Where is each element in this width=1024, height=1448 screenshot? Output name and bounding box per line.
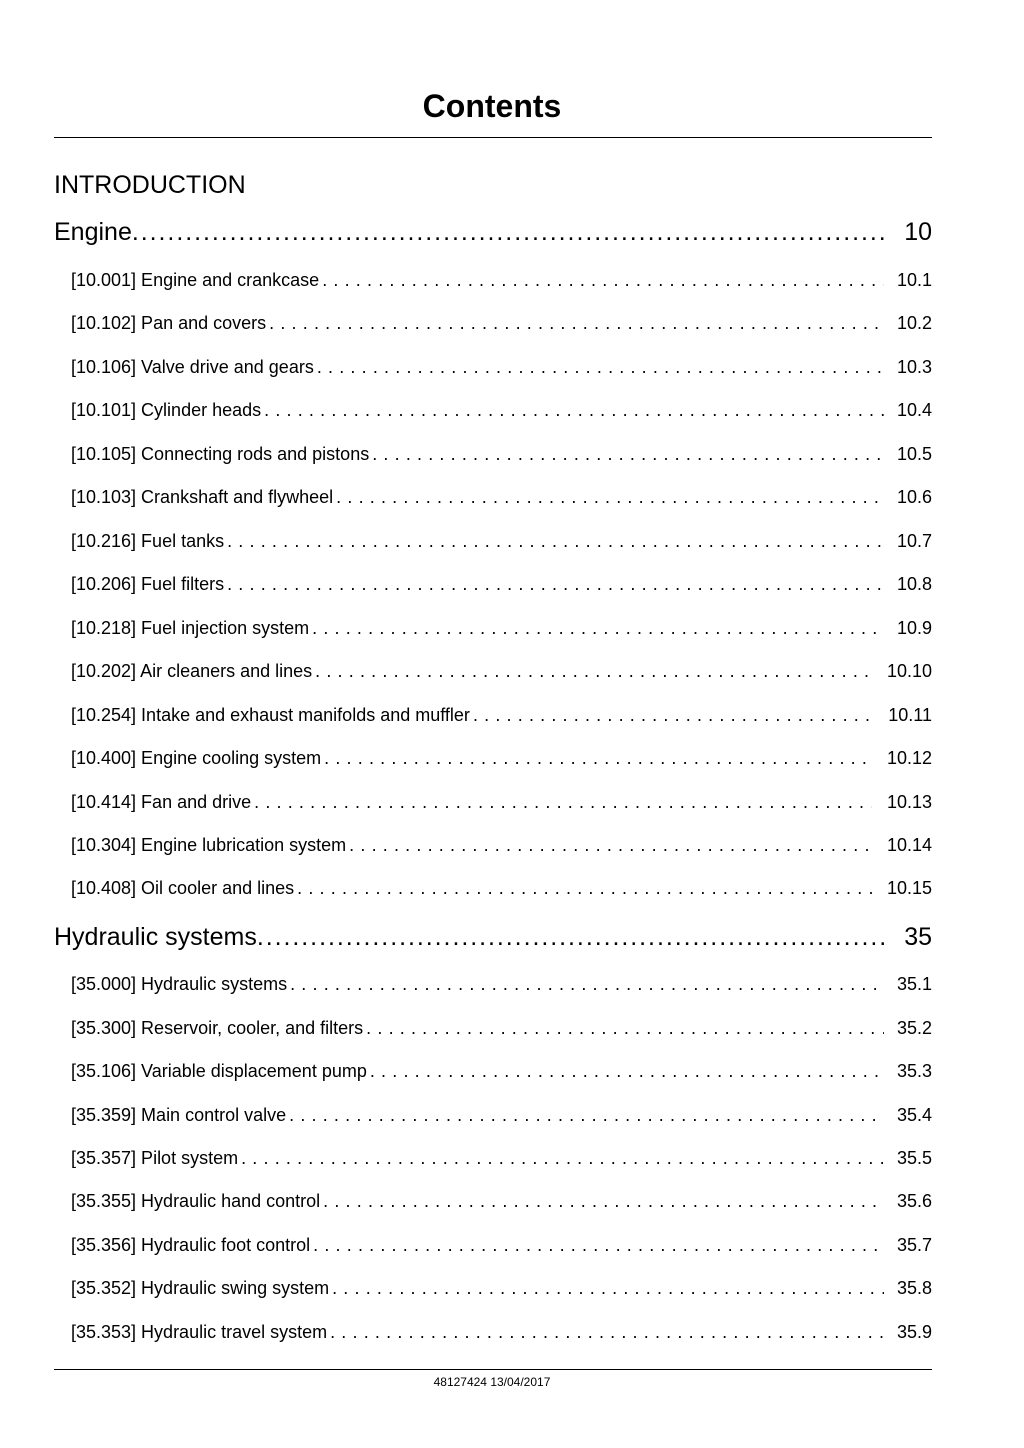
dot-leader xyxy=(132,215,886,249)
dot-leader xyxy=(366,1016,884,1040)
toc-entry[interactable] xyxy=(71,659,932,683)
toc-entry[interactable] xyxy=(71,1059,932,1083)
toc-entry-label: [10.304] Engine lubrication system xyxy=(71,835,347,855)
toc-entry[interactable] xyxy=(71,1146,932,1170)
toc-entry-label: [35.355] Hydraulic hand control xyxy=(71,1191,321,1211)
dot-leader xyxy=(227,529,884,553)
dot-leader xyxy=(312,616,884,640)
toc-entry-label: [10.101] Cylinder heads xyxy=(71,400,262,420)
toc-entry[interactable] xyxy=(71,572,932,596)
dot-leader xyxy=(324,746,872,770)
toc-section-hydraulic-systems[interactable] xyxy=(54,920,932,954)
toc-entry[interactable] xyxy=(71,1189,932,1213)
toc-entry[interactable] xyxy=(71,972,932,996)
toc-entry[interactable] xyxy=(71,876,932,900)
footer-divider xyxy=(54,1369,932,1370)
toc-page-number: 10.3 xyxy=(896,357,932,377)
toc-section-engine[interactable] xyxy=(54,215,932,249)
toc-entry[interactable] xyxy=(71,529,932,553)
toc-entry-label: [10.105] Connecting rods and pistons xyxy=(71,444,370,464)
page-footer: 48127424 13/04/2017 xyxy=(433,1375,551,1389)
toc-entry-label: [10.408] Oil cooler and lines xyxy=(71,878,295,898)
toc-entry[interactable] xyxy=(71,833,932,857)
toc-page-number: 35.3 xyxy=(896,1061,932,1081)
title-divider xyxy=(54,137,932,138)
toc-entry[interactable] xyxy=(71,1320,932,1344)
dot-leader xyxy=(313,1233,884,1257)
toc-section-label: Hydraulic systems xyxy=(54,923,257,951)
toc-entry[interactable] xyxy=(71,703,932,727)
toc-page-number: 10.12 xyxy=(886,748,932,768)
toc-page-number: 35.8 xyxy=(896,1278,932,1298)
toc-entry-label: [35.353] Hydraulic travel system xyxy=(71,1322,328,1342)
toc-entry-label: [35.359] Main control valve xyxy=(71,1105,287,1125)
toc-page-number: 10.1 xyxy=(896,270,932,290)
toc-entry-label: [10.202] Air cleaners and lines xyxy=(71,661,313,681)
toc-entry-label: [10.103] Crankshaft and flywheel xyxy=(71,487,334,507)
toc-entry-label: [10.001] Engine and crankcase xyxy=(71,270,320,290)
toc-entry-label: [35.300] Reservoir, cooler, and filters xyxy=(71,1018,364,1038)
toc-page-number: 10.15 xyxy=(886,878,932,898)
dot-leader xyxy=(297,876,872,900)
toc-intro-link[interactable]: INTRODUCTION xyxy=(54,171,246,199)
toc-page-number: 10.14 xyxy=(886,835,932,855)
toc-entry[interactable] xyxy=(71,746,932,770)
dot-leader xyxy=(289,1103,884,1127)
toc-entry-label: [35.106] Variable displacement pump xyxy=(71,1061,367,1081)
toc-page-number: 10.5 xyxy=(896,444,932,464)
toc-entry-label: [10.414] Fan and drive xyxy=(71,792,252,812)
toc-entry[interactable] xyxy=(71,311,932,335)
toc-entry[interactable] xyxy=(71,268,932,292)
dot-leader xyxy=(473,703,872,727)
dot-leader xyxy=(322,268,884,292)
dot-leader xyxy=(317,355,884,379)
dot-leader xyxy=(336,485,884,509)
toc-page-number: 35.9 xyxy=(896,1322,932,1342)
toc-page-number: 35 xyxy=(904,923,932,951)
toc-entry-label: [10.218] Fuel injection system xyxy=(71,618,310,638)
toc-entry[interactable] xyxy=(71,485,932,509)
toc-page-number: 10.11 xyxy=(888,705,932,725)
toc-section-label: Engine xyxy=(54,218,132,246)
toc-entry-label: [10.102] Pan and covers xyxy=(71,313,267,333)
dot-leader xyxy=(315,659,872,683)
dot-leader xyxy=(330,1320,884,1344)
toc-entry[interactable] xyxy=(71,790,932,814)
toc-entry[interactable] xyxy=(71,398,932,422)
toc-page-number: 10.8 xyxy=(896,574,932,594)
dot-leader xyxy=(264,398,884,422)
dot-leader xyxy=(372,442,884,466)
dot-leader xyxy=(370,1059,884,1083)
toc-page-number: 35.2 xyxy=(896,1018,932,1038)
toc-page-number: 10.4 xyxy=(896,400,932,420)
toc-page-number: 10.13 xyxy=(886,792,932,812)
toc-entry[interactable] xyxy=(71,1276,932,1300)
toc-entry-label: [10.400] Engine cooling system xyxy=(71,748,322,768)
toc-entry[interactable] xyxy=(71,1233,932,1257)
toc-page-number: 10.2 xyxy=(896,313,932,333)
toc-entry-label: [35.357] Pilot system xyxy=(71,1148,239,1168)
toc-page-number: 10.7 xyxy=(896,531,932,551)
toc-entry-label: [10.106] Valve drive and gears xyxy=(71,357,314,377)
dot-leader xyxy=(332,1276,884,1300)
dot-leader xyxy=(227,572,884,596)
dot-leader xyxy=(254,790,872,814)
toc-page-number: 35.6 xyxy=(896,1191,932,1211)
toc-entry-label: [10.254] Intake and exhaust manifolds and muffler xyxy=(71,705,470,725)
dot-leader xyxy=(241,1146,884,1170)
toc-page-number: 10.9 xyxy=(896,618,932,638)
toc-entry-label: [35.356] Hydraulic foot control xyxy=(71,1235,311,1255)
toc-page-number: 10 xyxy=(904,218,932,246)
toc-page-number: 35.7 xyxy=(896,1235,932,1255)
toc-page-number: 35.5 xyxy=(896,1148,932,1168)
toc-entry-label: [35.352] Hydraulic swing system xyxy=(71,1278,330,1298)
dot-leader xyxy=(349,833,872,857)
toc-entry[interactable] xyxy=(71,616,932,640)
toc-entry[interactable] xyxy=(71,1016,932,1040)
dot-leader xyxy=(290,972,884,996)
dot-leader xyxy=(323,1189,884,1213)
dot-leader xyxy=(269,311,884,335)
toc-entry[interactable] xyxy=(71,442,932,466)
toc-page-number: 35.1 xyxy=(896,974,932,994)
toc-page-number: 10.6 xyxy=(896,487,932,507)
toc-page-number: 10.10 xyxy=(886,661,932,681)
toc-entry-label: [10.206] Fuel filters xyxy=(71,574,225,594)
toc-entry[interactable] xyxy=(71,355,932,379)
dot-leader xyxy=(257,920,886,954)
toc-entry-label: [35.000] Hydraulic systems xyxy=(71,974,288,994)
toc-entry-label: [10.216] Fuel tanks xyxy=(71,531,225,551)
toc-page-number: 35.4 xyxy=(896,1105,932,1125)
page-title: Contents xyxy=(422,88,562,124)
toc-entry[interactable] xyxy=(71,1103,932,1127)
